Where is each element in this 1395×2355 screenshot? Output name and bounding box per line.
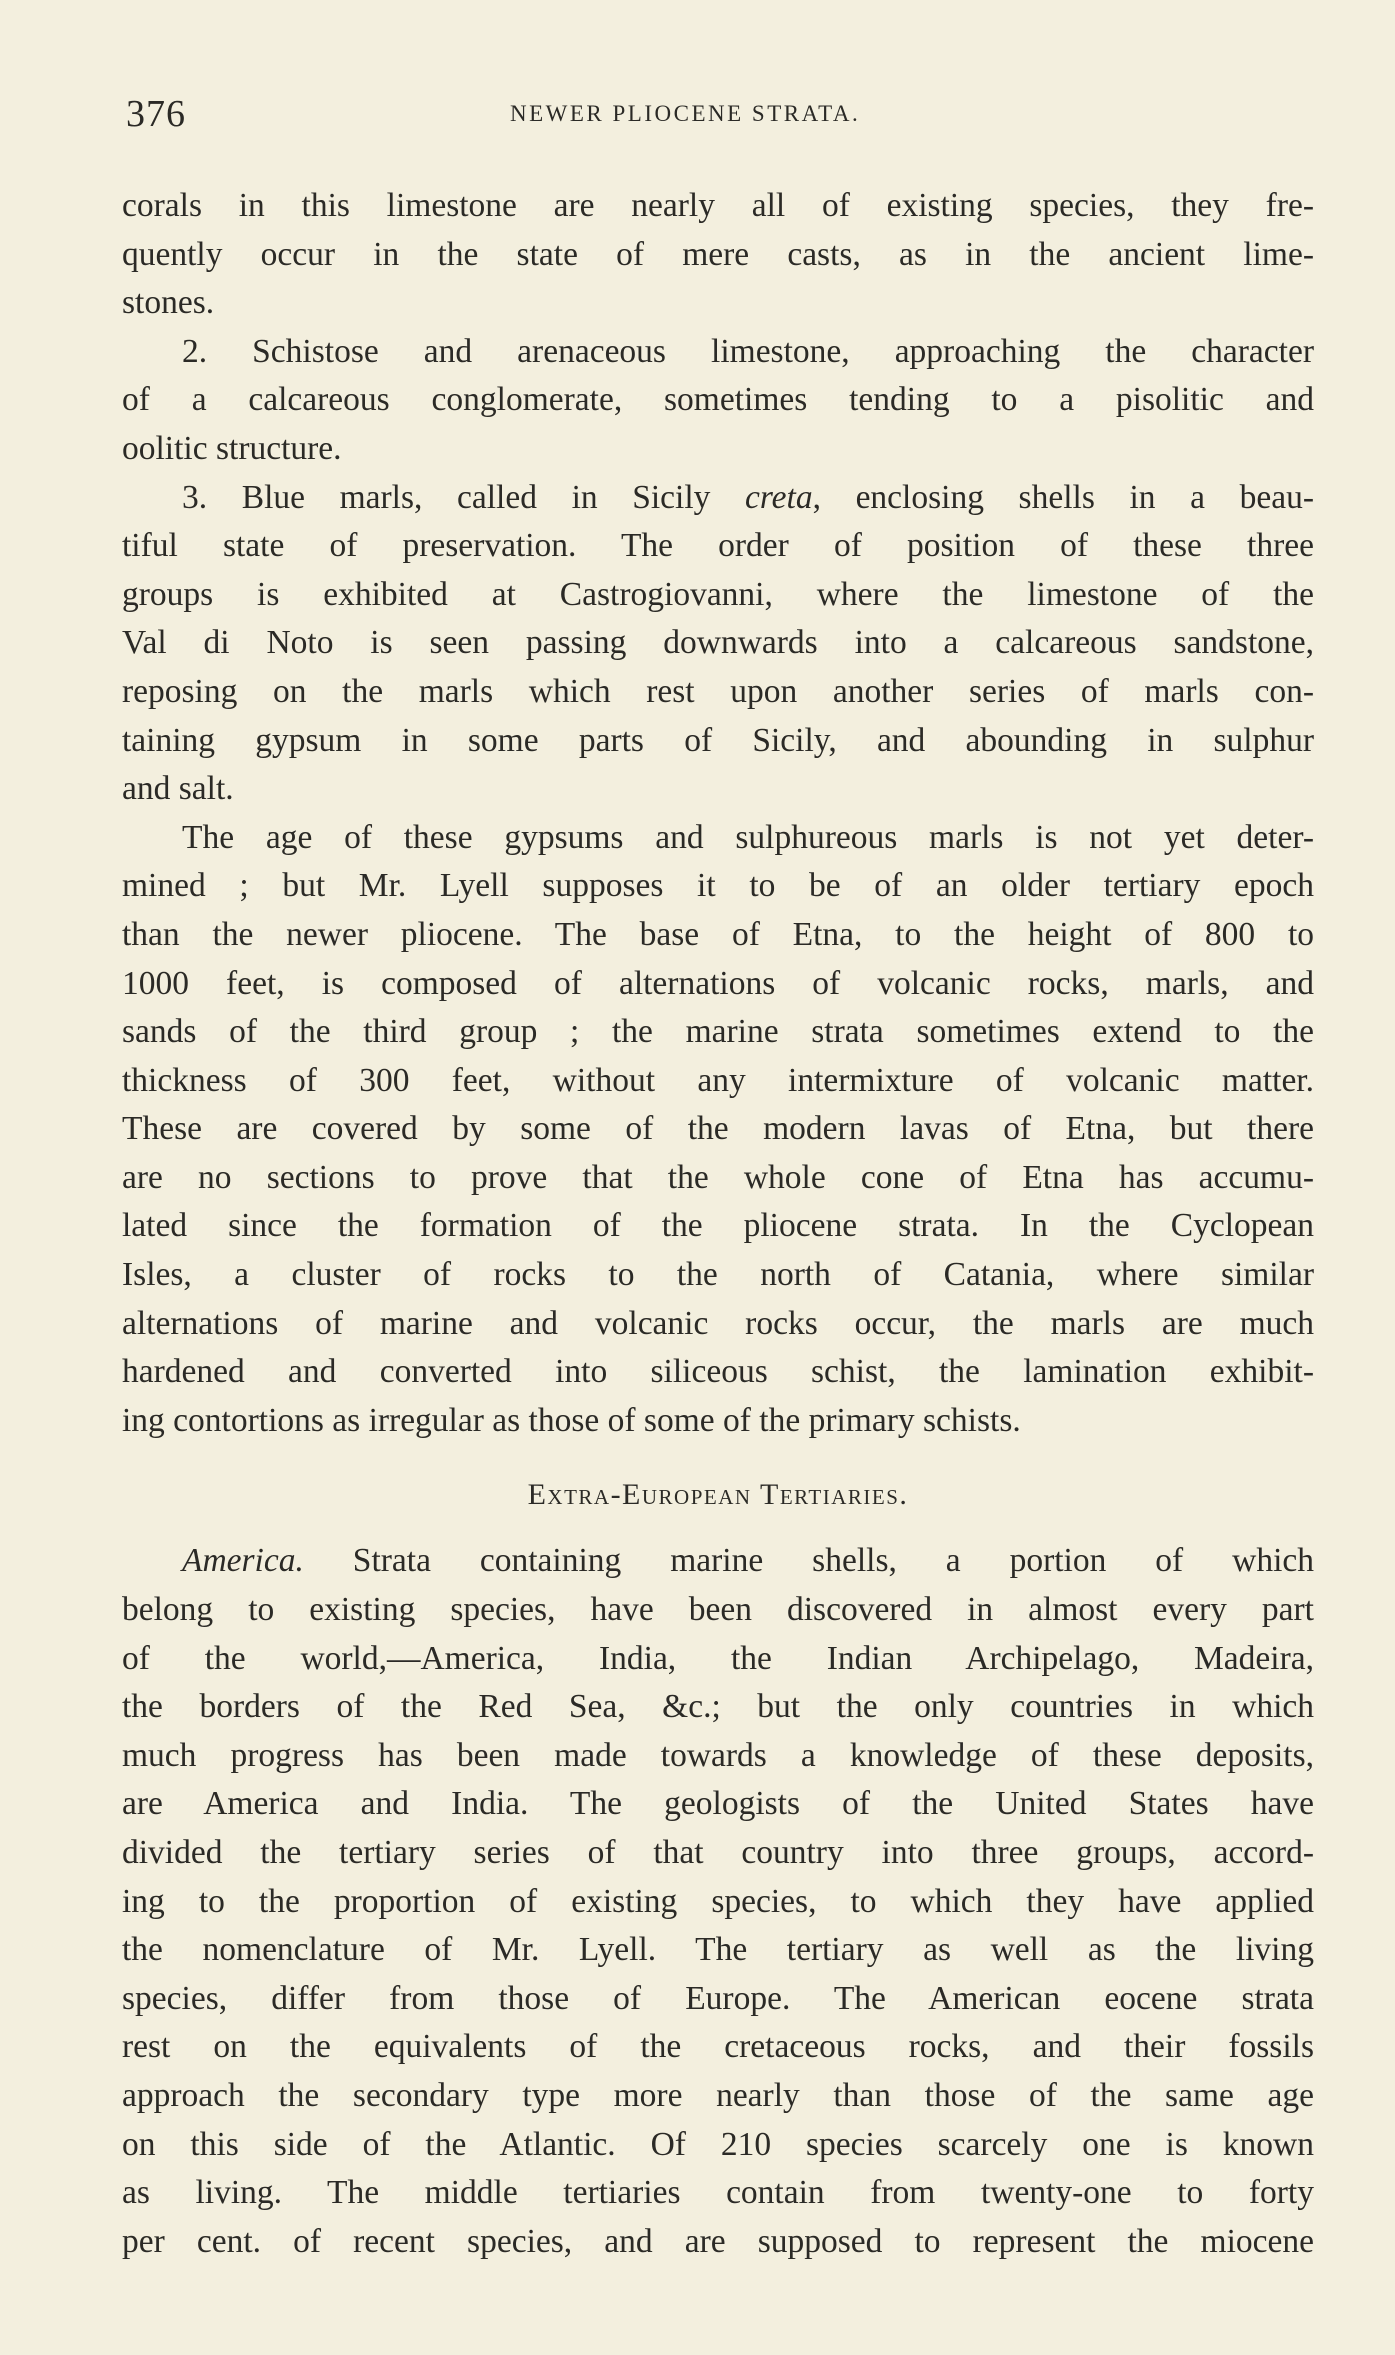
text-line: stones. bbox=[122, 284, 215, 322]
book-page bbox=[122, 88, 1314, 2266]
text-line: quently occur in the state of mere casts, as in the ancient lime- bbox=[122, 235, 1314, 273]
text-line: the borders of the Red Sea, &c.; but the only countries in which bbox=[122, 1688, 1314, 1726]
text-line: much progress has been made towards a knowledge of these deposits, bbox=[122, 1736, 1314, 1774]
text-line: of the world,—America, India, the Indian Archipelago, Madeira, bbox=[122, 1639, 1314, 1677]
text-line: thickness of 300 feet, without any intermixture of volcanic matter. bbox=[122, 1061, 1314, 1099]
text-line: approach the secondary type more nearly than those of the same age bbox=[122, 2076, 1314, 2114]
body-text bbox=[122, 182, 1314, 2266]
text-run: , enclosing shells in a beau- bbox=[812, 478, 1314, 516]
paragraph-item-2 bbox=[122, 328, 1314, 474]
text-line: ing contortions as irregular as those of some of the primary schists. bbox=[122, 1401, 1021, 1439]
text-line: alternations of marine and volcanic rocks occur, the marls are much bbox=[122, 1304, 1314, 1342]
text-line: belong to existing species, have been discovered in almost every part bbox=[122, 1591, 1314, 1629]
text-line: ing to the proportion of existing species, to which they have applied bbox=[122, 1882, 1314, 1920]
text-line: groups is exhibited at Castrogiovanni, where the limestone of the bbox=[122, 575, 1314, 613]
text-line: corals in this limestone are nearly all of existing species, they fre- bbox=[122, 187, 1314, 224]
text-run: 3. Blue marls, called in Sicily bbox=[182, 478, 745, 516]
text-line bbox=[122, 1537, 1314, 1586]
text-line: 2. Schistose and arenaceous limestone, approaching the character bbox=[182, 332, 1314, 370]
text-line: species, differ from those of Europe. The American eocene strata bbox=[122, 1979, 1314, 2017]
text-run: Strata containing marine shells, a portion of which bbox=[303, 1542, 1314, 1580]
text-line: hardened and converted into siliceous schist, the lamination exhibit- bbox=[122, 1353, 1314, 1391]
text-line: as living. The middle tertiaries contain from twenty-one to forty bbox=[122, 2174, 1314, 2212]
paragraph-corals bbox=[122, 182, 1314, 328]
text-line: These are covered by some of the modern lavas of Etna, but there bbox=[122, 1110, 1314, 1148]
paragraph-america bbox=[122, 1537, 1314, 2266]
text-line: 1000 feet, is composed of alternations of volcanic rocks, marls, and bbox=[122, 964, 1314, 1002]
paragraph-gypsums bbox=[122, 814, 1314, 1446]
text-line: lated since the formation of the pliocene strata. In the Cyclopean bbox=[122, 1207, 1314, 1245]
running-head bbox=[122, 88, 1314, 138]
text-line: and salt. bbox=[122, 770, 234, 808]
text-line: Val di Noto is seen passing downwards into a calcareous sandstone, bbox=[122, 624, 1314, 662]
paragraph-item-3 bbox=[122, 474, 1314, 814]
text-line: rest on the equivalents of the cretaceous rocks, and their fossils bbox=[122, 2028, 1314, 2066]
text-line: are America and India. The geologists of the United States have bbox=[122, 1785, 1314, 1823]
text-line: than the newer pliocene. The base of Etna, to the height of 800 to bbox=[122, 915, 1314, 953]
text-line: mined ; but Mr. Lyell supposes it to be of an older tertiary epoch bbox=[122, 867, 1314, 905]
text-line: the nomenclature of Mr. Lyell. The tertiary as well as the living bbox=[122, 1931, 1314, 1969]
text-line: on this side of the Atlantic. Of 210 species scarcely one is known bbox=[122, 2125, 1314, 2163]
text-line: per cent. of recent species, and are supposed to represent the miocene bbox=[122, 2222, 1314, 2260]
text-line: oolitic structure. bbox=[122, 429, 342, 467]
italic-term-america: America. bbox=[182, 1542, 304, 1580]
text-line: taining gypsum in some parts of Sicily, and abounding in sulphur bbox=[122, 721, 1314, 759]
text-line: reposing on the marls which rest upon another series of marls con- bbox=[122, 672, 1314, 710]
text-line: Isles, a cluster of rocks to the north of Catania, where similar bbox=[122, 1256, 1314, 1294]
text-line: The age of these gypsums and sulphureous marls is not yet deter- bbox=[182, 818, 1314, 856]
text-line: tiful state of preservation. The order of position of these three bbox=[122, 527, 1314, 565]
italic-term-creta: creta bbox=[745, 478, 813, 516]
text-line: of a calcareous conglomerate, sometimes tending to a pisolitic and bbox=[122, 381, 1314, 419]
page-number: 376 bbox=[126, 93, 186, 135]
text-line: sands of the third group ; the marine strata sometimes extend to the bbox=[122, 1013, 1314, 1051]
text-line bbox=[122, 474, 1314, 523]
section-heading: Extra-European Tertiaries. bbox=[527, 1478, 909, 1512]
text-line: divided the tertiary series of that country into three groups, accord- bbox=[122, 1834, 1314, 1871]
running-title: NEWER PLIOCENE STRATA. bbox=[510, 101, 861, 126]
text-line: are no sections to prove that the whole cone of Etna has accumu- bbox=[122, 1158, 1314, 1196]
